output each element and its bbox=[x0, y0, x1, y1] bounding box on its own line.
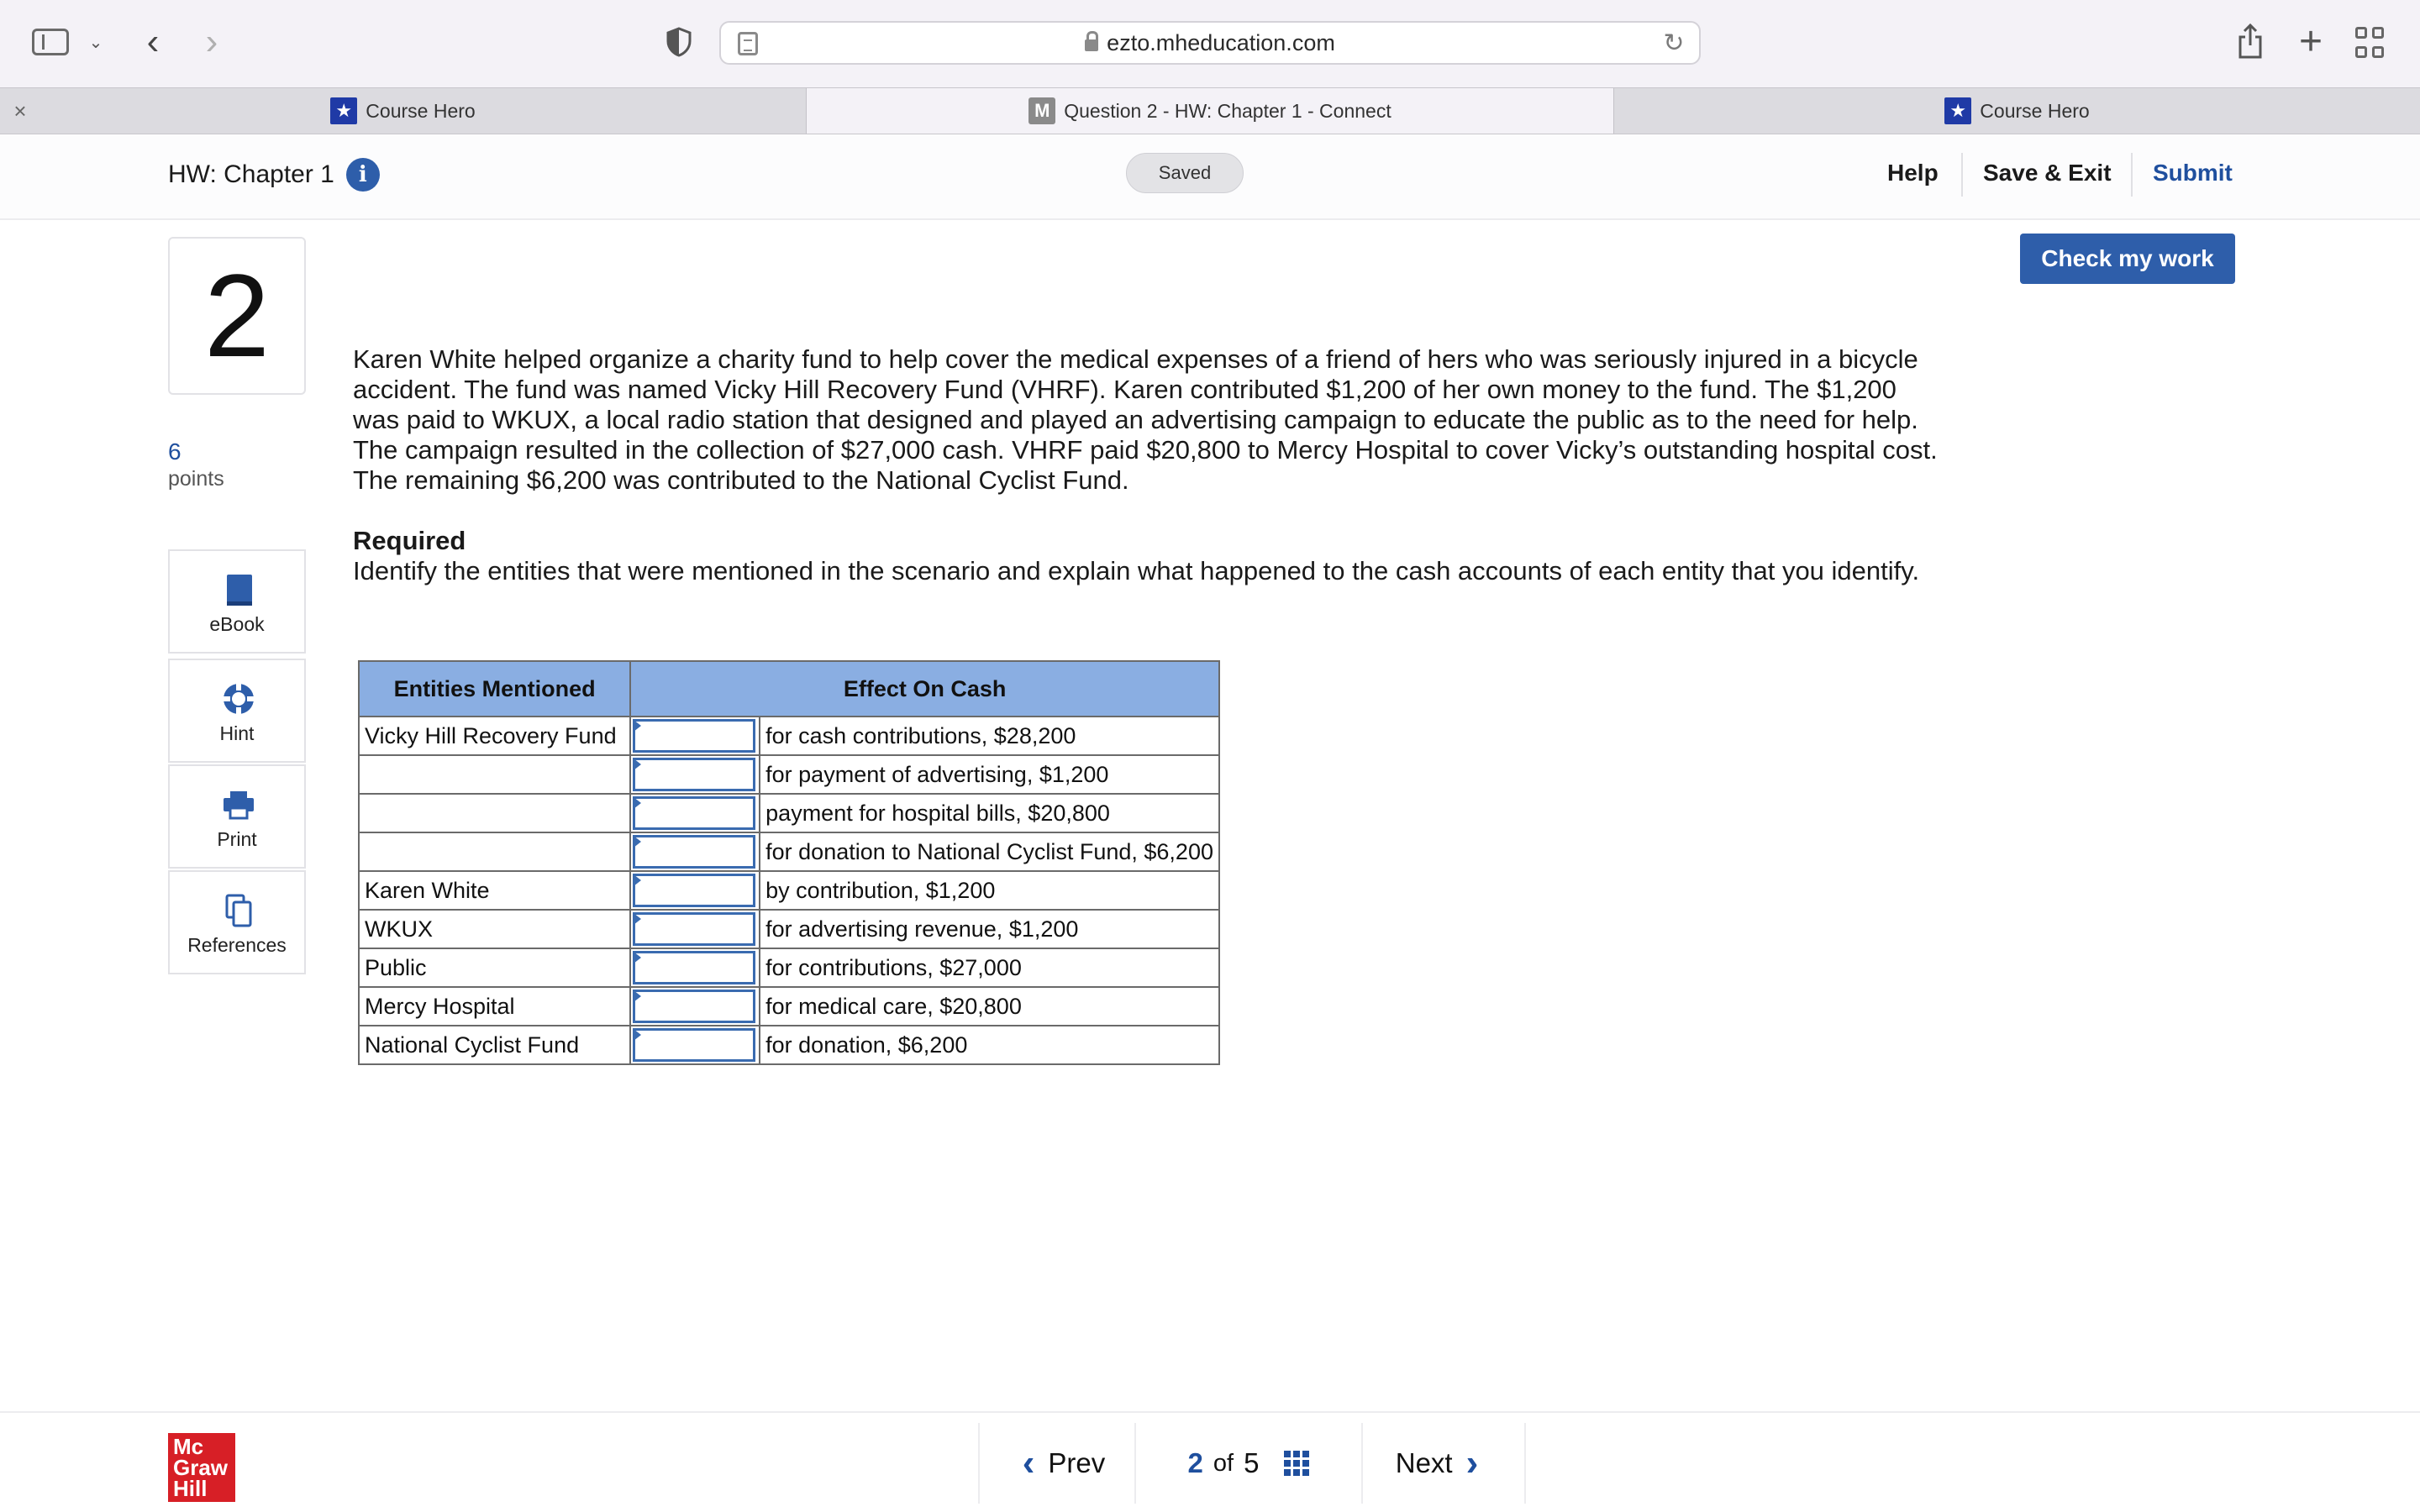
required-instructions: Identify the entities that were mentioned in the scenario and explain what happened to the cash accounts of each entity that you identify. bbox=[353, 556, 1920, 585]
browser-toolbar bbox=[0, 0, 2420, 87]
entity-cell: WKUX bbox=[359, 910, 630, 948]
increase-decrease-select[interactable] bbox=[630, 871, 760, 910]
divider bbox=[1961, 153, 1963, 197]
table-row bbox=[359, 871, 1219, 910]
points-label: points bbox=[168, 467, 224, 491]
answer-table bbox=[358, 660, 1220, 1065]
assignment-title: HW: Chapter 1 bbox=[168, 160, 334, 188]
prev-label: Prev bbox=[1048, 1447, 1106, 1478]
saved-status-badge: Saved bbox=[1126, 153, 1244, 193]
privacy-shield-icon[interactable] bbox=[662, 25, 696, 59]
question-navigation bbox=[978, 1423, 1526, 1504]
entity-cell: Public bbox=[359, 948, 630, 987]
effect-cell: for medical care, $20,800 bbox=[760, 987, 1219, 1026]
ebook-label: eBook bbox=[209, 613, 265, 635]
copy-documents-icon bbox=[220, 892, 257, 929]
close-tab-icon[interactable]: × bbox=[13, 97, 27, 123]
logo-line: Mc bbox=[173, 1434, 204, 1459]
effect-cell: for cash contributions, $28,200 bbox=[760, 717, 1219, 755]
logo-line: Hill bbox=[173, 1476, 208, 1501]
increase-decrease-select[interactable] bbox=[630, 794, 760, 832]
effect-cell: for contributions, $27,000 bbox=[760, 948, 1219, 987]
increase-decrease-select[interactable] bbox=[630, 832, 760, 871]
tab-connect-question[interactable] bbox=[807, 88, 1613, 134]
effect-cell: payment for hospital bills, $20,800 bbox=[760, 794, 1219, 832]
tab-label: Course Hero bbox=[1980, 99, 2090, 122]
entity-cell bbox=[359, 794, 630, 832]
lock-icon bbox=[1085, 39, 1098, 51]
entity-cell bbox=[359, 832, 630, 871]
hint-button[interactable] bbox=[168, 659, 306, 763]
entity-cell: National Cyclist Fund bbox=[359, 1026, 630, 1064]
page-total: 5 bbox=[1244, 1447, 1260, 1478]
tab-label: Course Hero bbox=[366, 99, 476, 122]
submit-link[interactable]: Submit bbox=[2153, 160, 2233, 186]
next-button[interactable] bbox=[1363, 1423, 1526, 1504]
save-exit-link[interactable]: Save & Exit bbox=[1983, 160, 2112, 186]
increase-decrease-select[interactable] bbox=[630, 910, 760, 948]
print-label: Print bbox=[217, 828, 257, 850]
page-of: of bbox=[1213, 1449, 1234, 1477]
entity-cell: Vicky Hill Recovery Fund bbox=[359, 717, 630, 755]
tab-label: Question 2 - HW: Chapter 1 - Connect bbox=[1064, 99, 1392, 122]
share-icon[interactable] bbox=[2232, 20, 2269, 62]
table-row bbox=[359, 755, 1219, 794]
effect-cell: for donation, $6,200 bbox=[760, 1026, 1219, 1064]
back-icon[interactable]: ‹ bbox=[146, 21, 160, 62]
tab-overview-icon[interactable] bbox=[2353, 25, 2386, 59]
page-current: 2 bbox=[1187, 1447, 1203, 1478]
increase-decrease-select[interactable] bbox=[630, 948, 760, 987]
grid-icon[interactable] bbox=[1284, 1451, 1309, 1476]
table-row bbox=[359, 794, 1219, 832]
help-link[interactable]: Help bbox=[1887, 160, 1939, 186]
points-value: 6 bbox=[168, 438, 182, 465]
question-text: Karen White helped organize a charity fund to help cover the medical expenses of a friend of hers who was seriously injured in a bicycle accident. The fund was named Vicky Hill Recovery Fund (VHRF). Karen contributed $1,200 of her own money to the fund. The $1,200 was paid to WKUX, a local radio station that designed and played an advertising campaign to educate the public as to the need for help. The campaign resulted in the collection of $27,000 cash. VHRF paid $20,800 to Mercy Hospital to cover Vicky’s outstanding hospital cost. The remaining $6,200 was contributed to the National Cyclist Fund. bbox=[353, 344, 1938, 495]
footer bbox=[0, 1411, 2420, 1512]
table-row bbox=[359, 987, 1219, 1026]
tab-course-hero-2[interactable] bbox=[1613, 88, 2420, 134]
entity-cell: Karen White bbox=[359, 871, 630, 910]
printer-icon bbox=[220, 786, 257, 823]
effect-cell: for payment of advertising, $1,200 bbox=[760, 755, 1219, 794]
forward-icon[interactable]: › bbox=[205, 21, 218, 62]
increase-decrease-select[interactable] bbox=[630, 755, 760, 794]
table-row bbox=[359, 1026, 1219, 1064]
next-label: Next bbox=[1395, 1447, 1453, 1478]
reload-icon[interactable]: ↻ bbox=[1663, 29, 1685, 57]
increase-decrease-select[interactable] bbox=[630, 987, 760, 1026]
chevron-right-icon: › bbox=[1465, 1442, 1479, 1483]
entity-cell: Mercy Hospital bbox=[359, 987, 630, 1026]
check-my-work-button[interactable]: Check my work bbox=[2020, 234, 2235, 284]
table-row bbox=[359, 832, 1219, 871]
url-text: ezto.mheducation.com bbox=[1107, 29, 1335, 55]
ebook-button[interactable] bbox=[168, 549, 306, 654]
table-row bbox=[359, 717, 1219, 755]
table-header-row bbox=[359, 661, 1219, 717]
mcgraw-hill-logo bbox=[168, 1433, 235, 1502]
increase-decrease-select[interactable] bbox=[630, 1026, 760, 1064]
page-indicator[interactable] bbox=[1136, 1423, 1363, 1504]
sidebar-toggle-icon[interactable] bbox=[32, 29, 69, 55]
tab-course-hero-1[interactable] bbox=[0, 88, 807, 134]
prev-button[interactable] bbox=[980, 1423, 1136, 1504]
effect-header: Effect On Cash bbox=[630, 661, 1219, 717]
logo-line: Graw bbox=[173, 1455, 229, 1480]
chevron-left-icon: ‹ bbox=[1022, 1442, 1035, 1483]
effect-cell: by contribution, $1,200 bbox=[760, 871, 1219, 910]
entity-cell bbox=[359, 755, 630, 794]
entities-header: Entities Mentioned bbox=[359, 661, 630, 717]
table-row bbox=[359, 948, 1219, 987]
required-heading: Required bbox=[353, 526, 466, 555]
table-row bbox=[359, 910, 1219, 948]
lifebuoy-icon bbox=[220, 680, 257, 717]
info-icon[interactable]: i bbox=[346, 158, 380, 192]
references-button[interactable] bbox=[168, 870, 306, 974]
address-bar[interactable] bbox=[719, 21, 1701, 65]
assignment-header bbox=[0, 134, 2420, 220]
question-number: 2 bbox=[168, 237, 306, 395]
increase-decrease-select[interactable] bbox=[630, 717, 760, 755]
book-icon bbox=[220, 571, 257, 608]
effect-cell: for donation to National Cyclist Fund, $6,200 bbox=[760, 832, 1219, 871]
mcgraw-hill-icon: M bbox=[1028, 97, 1055, 124]
divider bbox=[2131, 153, 2133, 197]
hint-label: Hint bbox=[219, 722, 255, 744]
tab-strip bbox=[0, 87, 2420, 134]
effect-cell: for advertising revenue, $1,200 bbox=[760, 910, 1219, 948]
new-tab-icon[interactable]: + bbox=[2298, 18, 2323, 64]
course-hero-icon: ★ bbox=[1944, 97, 1971, 124]
course-hero-icon: ★ bbox=[330, 97, 357, 124]
references-label: References bbox=[187, 934, 287, 956]
chevron-down-icon[interactable]: ⌄ bbox=[88, 33, 103, 52]
print-button[interactable] bbox=[168, 764, 306, 869]
